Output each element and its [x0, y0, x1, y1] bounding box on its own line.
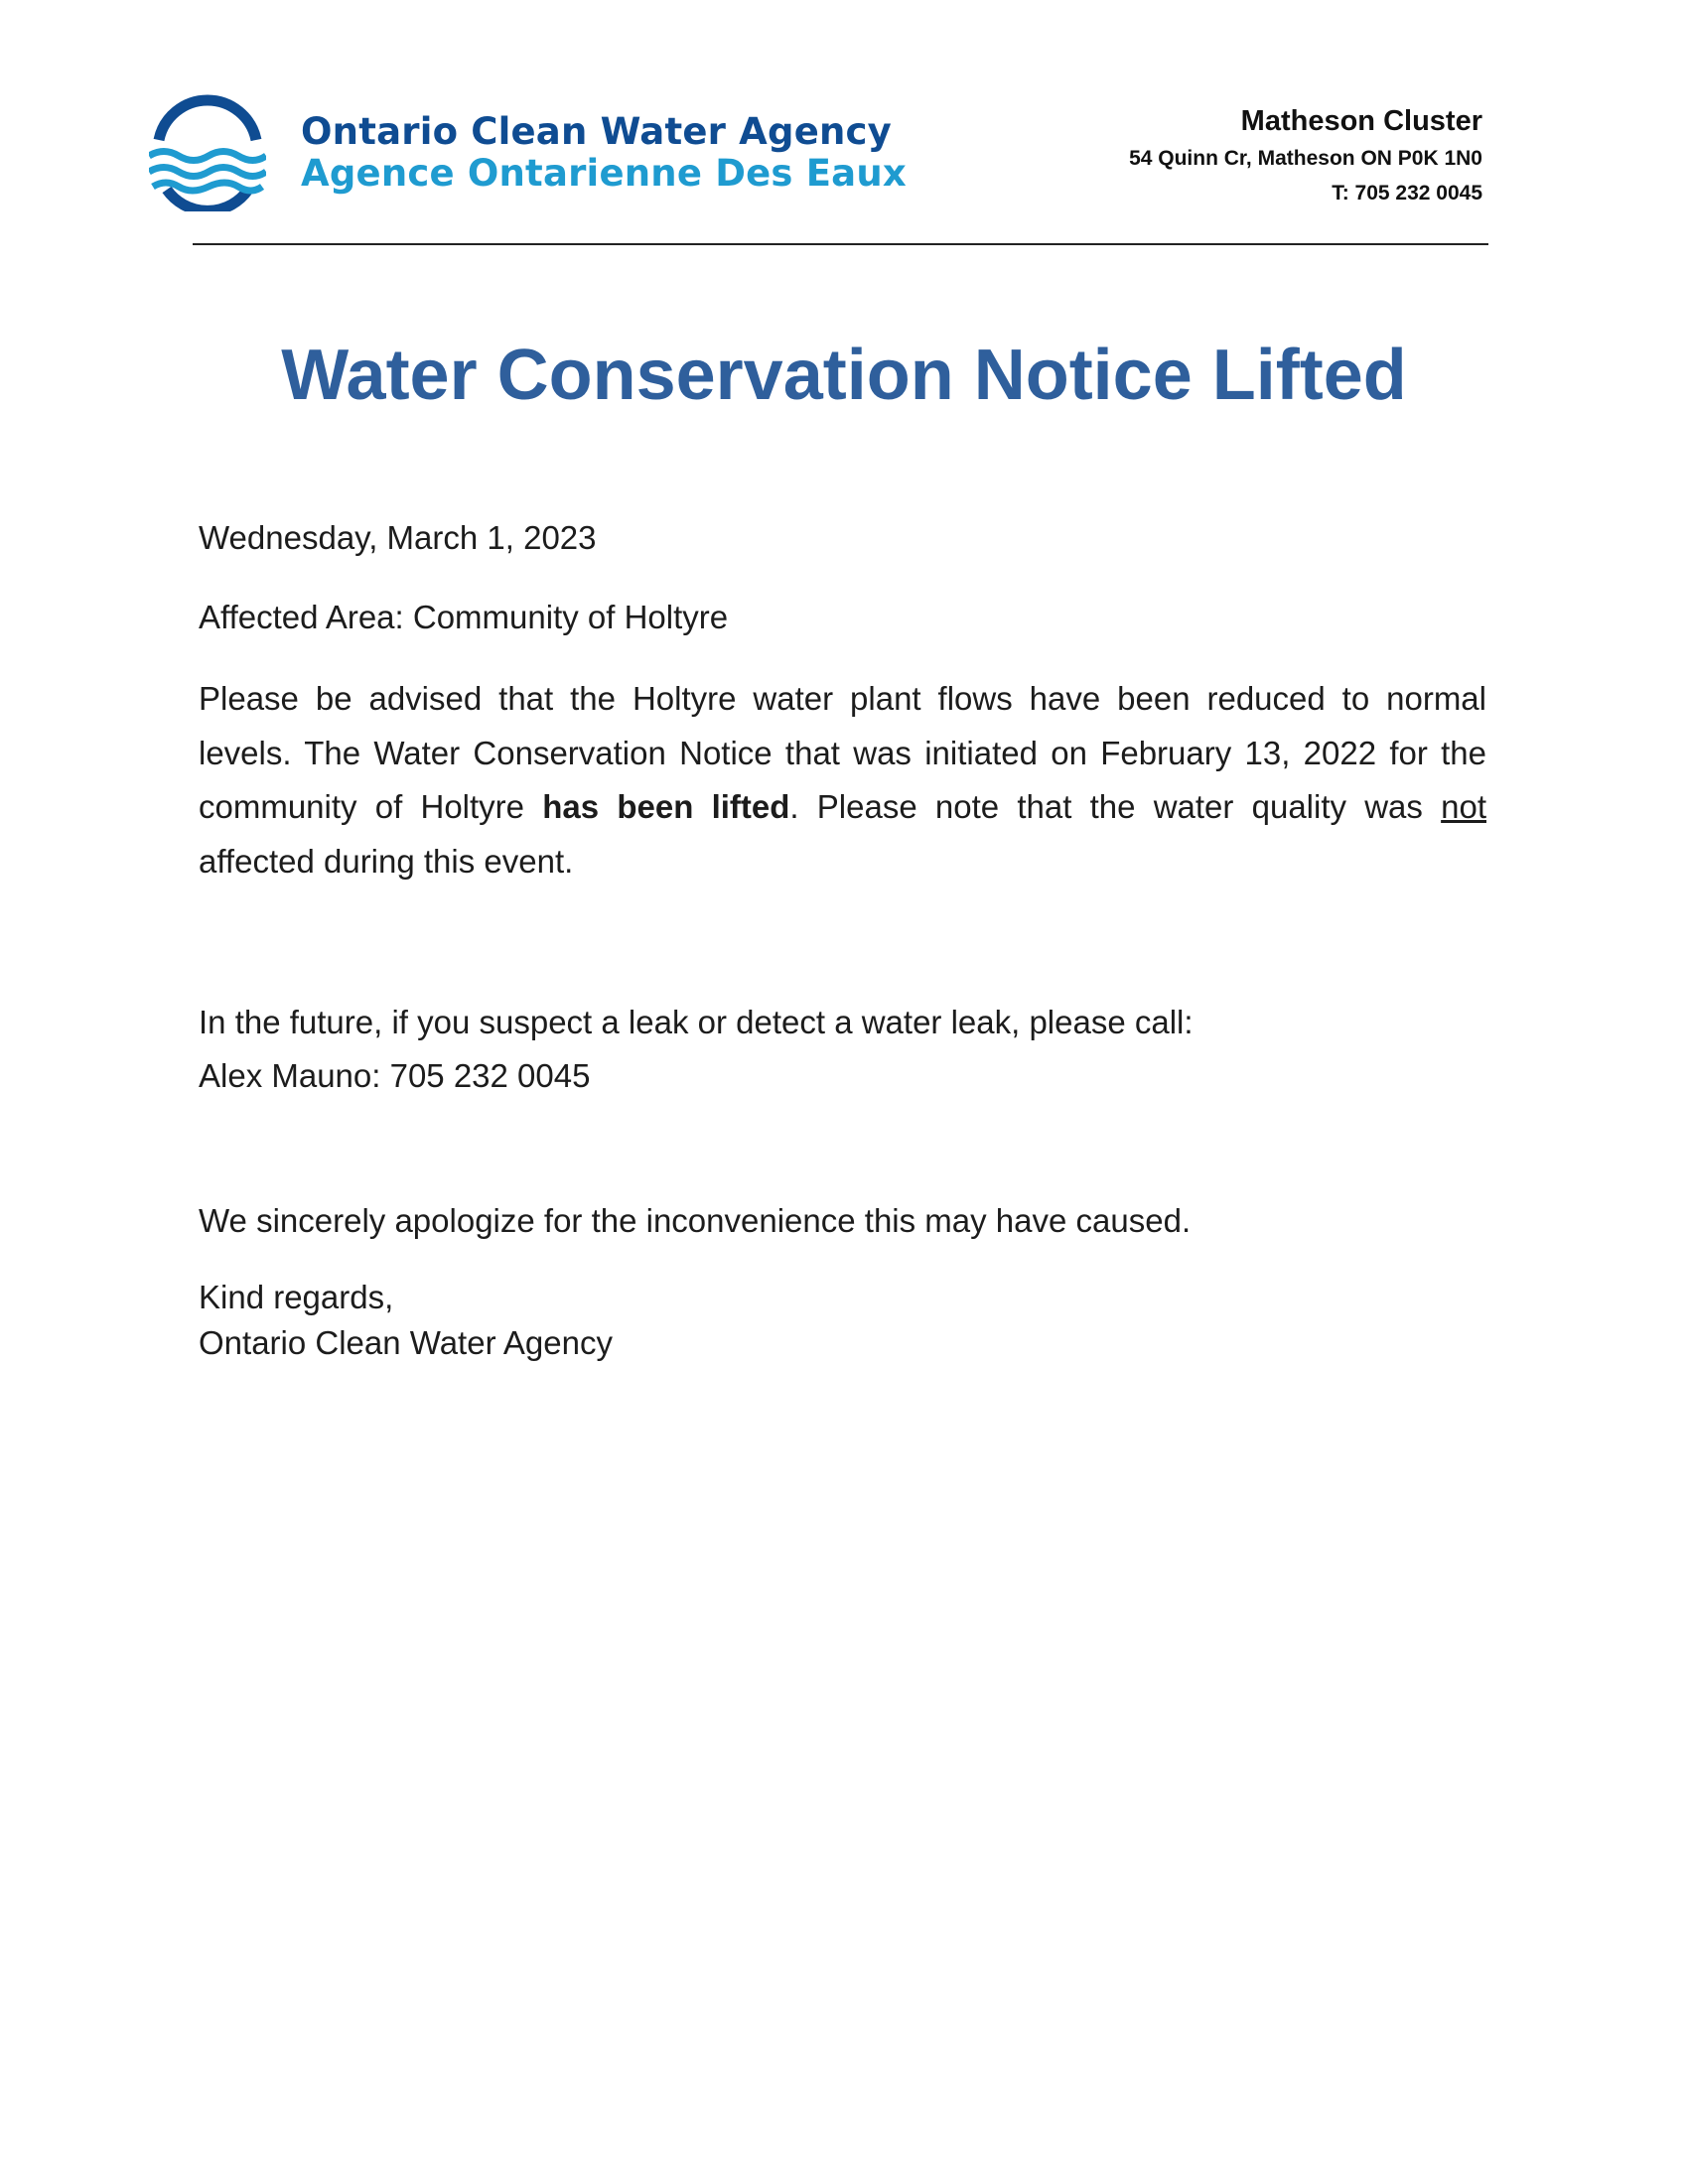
agency-name-french: Agence Ontarienne Des Eaux: [301, 152, 907, 195]
office-name: Matheson Cluster: [1240, 105, 1482, 137]
notice-title: Water Conservation Notice Lifted: [281, 336, 1407, 415]
paragraph-text-1: Please be advised that the Holtyre water plant flows have been reduced to normal levels. The Water Conservation Notice that was initiated on February 13, 2022 for the community of Holtyre: [199, 680, 1486, 825]
paragraph-emphasis-lifted: has been lifted: [542, 788, 790, 825]
closing-salutation: Kind regards,: [199, 1279, 394, 1315]
header-divider: [193, 243, 1488, 245]
notice-paragraph: [199, 672, 1486, 888]
agency-names: [301, 111, 907, 195]
signature: Ontario Clean Water Agency: [199, 1324, 613, 1361]
office-contact-block: [1129, 101, 1482, 210]
office-address: 54 Quinn Cr, Matheson ON P0K 1N0: [1129, 147, 1482, 170]
contact-block: [199, 996, 1486, 1103]
contact-person: Alex Mauno: 705 232 0045: [199, 1057, 591, 1094]
paragraph-text-3: affected during this event.: [199, 842, 574, 880]
contact-intro: In the future, if you suspect a leak or detect a water leak, please call:: [199, 1004, 1194, 1040]
closing-block: [199, 1275, 1486, 1366]
notice-body: [199, 511, 1486, 1366]
office-phone: T: 705 232 0045: [1332, 182, 1482, 205]
paragraph-text-2: . Please note that the water quality was: [789, 788, 1442, 825]
affected-area: Affected Area: Community of Holtyre: [199, 599, 729, 635]
agency-name-english: Ontario Clean Water Agency: [301, 110, 892, 153]
paragraph-underline-not: not: [1441, 788, 1486, 825]
agency-logo-icon: [149, 94, 266, 211]
notice-date: Wednesday, March 1, 2023: [199, 519, 597, 556]
apology-text: We sincerely apologize for the inconvenience this may have caused.: [199, 1202, 1192, 1239]
